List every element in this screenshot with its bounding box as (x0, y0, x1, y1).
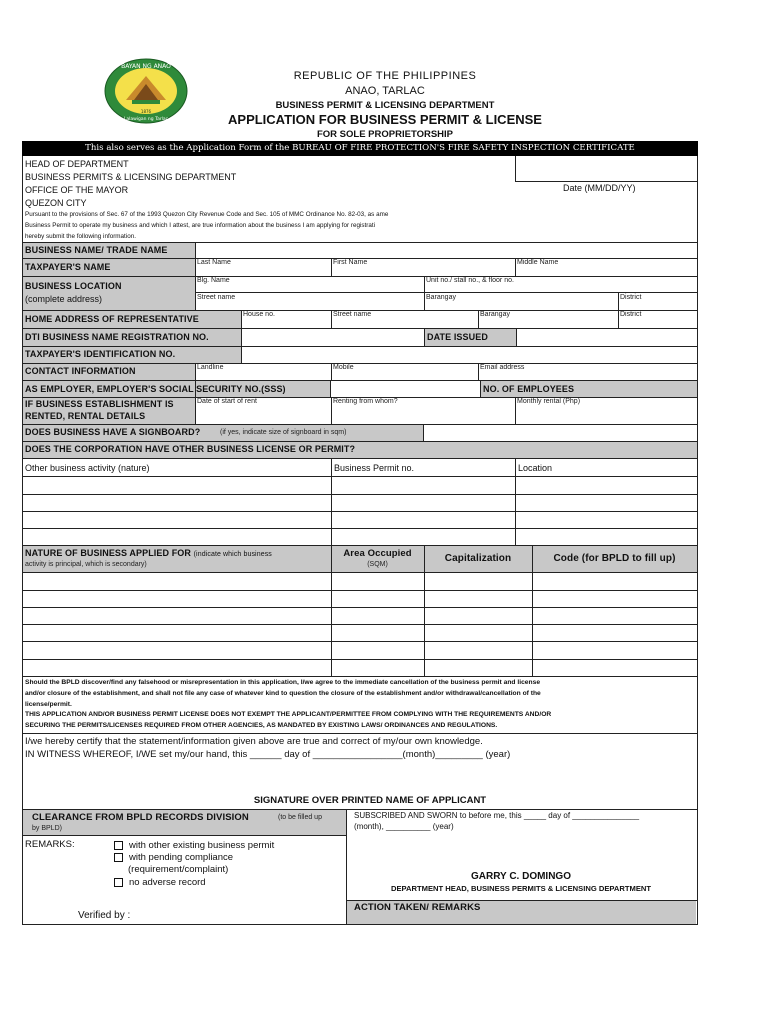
capitalization-header: Capitalization (444, 553, 512, 564)
declaration-line-5: SECURING THE PERMITS/LICENSES REQUIRED FROM OTHER AGENCIES, AS MANDATED BY EXISTING LAWS/ ORDINANCES AND REGULATIONS. (25, 722, 498, 730)
contact-label: CONTACT INFORMATION (25, 366, 136, 376)
blg-name-field[interactable]: Blg. Name (197, 277, 230, 284)
certification-line-1: I/we hereby certify that the statement/information given above are true and correct of my/our own knowledge. (25, 736, 483, 747)
business-name-input[interactable] (196, 243, 696, 257)
dti-input[interactable] (242, 329, 423, 345)
remark-option-existing-label: with other existing business permit (129, 840, 275, 851)
declaration-text (25, 678, 695, 732)
renting-from-field[interactable]: Renting from whom? (333, 398, 398, 405)
page-subtitle: FOR SOLE PROPRIETORSHIP (316, 129, 453, 140)
declaration-line-3: license/permit. (25, 700, 72, 708)
sworn-line-2: (month), __________ (year) (354, 822, 454, 831)
business-location-label: BUSINESS LOCATION (25, 281, 122, 291)
sss-input[interactable] (331, 381, 479, 396)
page-title: APPLICATION FOR BUSINESS PERMIT & LICENSE (228, 112, 542, 127)
nature-title-text: NATURE OF BUSINESS APPLIED FOR (25, 548, 192, 558)
remark-option-clear-label: no adverse record (129, 877, 206, 888)
dti-label: DTI BUSINESS NAME REGISTRATION NO. (25, 332, 209, 342)
street-name-field[interactable]: Street name (197, 294, 236, 301)
sss-label: AS EMPLOYER, EMPLOYER'S SOCIAL SECURITY NO.(SSS) (25, 384, 286, 394)
address-line-4: QUEZON CITY (25, 198, 87, 208)
action-taken-label: ACTION TAKEN/ REMARKS (354, 902, 481, 913)
sqm-header: (SQM) (367, 561, 388, 568)
checkbox-icon[interactable] (114, 878, 123, 887)
pursuant-line-2: Business Permit to operate my business and which I attest, are true information about the business I am applying for registrati (25, 222, 376, 229)
taxpayer-name-label: TAXPAYER'S NAME (25, 262, 111, 272)
address-line-2: BUSINESS PERMITS & LICENSING DEPARTMENT (25, 172, 237, 182)
remark-option-clear[interactable] (114, 877, 206, 888)
home-street-field[interactable]: Street name (333, 311, 372, 318)
mobile-field[interactable]: Mobile (333, 364, 354, 371)
home-address-label: HOME ADDRESS OF REPRESENTATIVE (25, 314, 199, 324)
remark-option-existing[interactable] (114, 840, 274, 851)
rented-label-1: IF BUSINESS ESTABLISHMENT IS (25, 399, 174, 409)
checkbox-icon[interactable] (114, 841, 123, 850)
unit-no-field[interactable]: Unit no./ stall no., & floor no. (426, 277, 514, 284)
checkbox-icon[interactable] (114, 853, 123, 862)
date-rent-field[interactable]: Date of start of rent (197, 398, 257, 405)
business-name-label: BUSINESS NAME/ TRADE NAME (25, 245, 168, 255)
home-barangay-field[interactable]: Barangay (480, 311, 510, 318)
seal-top-text: BAYAN NG ANAO (121, 63, 171, 70)
barangay-field[interactable]: Barangay (426, 294, 456, 301)
seal-bottom-text: Lalawigan ng Tarlac (123, 117, 169, 122)
nature-title (25, 548, 272, 558)
declaration-line-4: THIS APPLICATION AND/OR BUSINESS PERMIT LICENSE DOES NOT EXEMPT THE APPLICANT/PERMITTEE FROM COMPLYING WITH THE REQUIREMENTS AND/OR (25, 711, 552, 719)
district-field[interactable]: District (620, 294, 642, 301)
remark-option-pending-detail: (requirement/complaint) (128, 864, 229, 875)
fsic-banner (22, 141, 698, 156)
tin-input[interactable] (242, 347, 696, 362)
address-line-1: HEAD OF DEPARTMENT (25, 159, 129, 169)
sworn-line-1: SUBSCRIBED AND SWORN to before me, this _____ day of _______________ (354, 811, 640, 820)
code-header: Code (for BPLD to fill up) (553, 553, 676, 564)
first-name-field[interactable]: First Name (333, 259, 368, 266)
frame-bottom (22, 924, 698, 925)
date-issued-input[interactable] (517, 329, 696, 345)
seal-year: 1876 (140, 109, 152, 114)
pursuant-line-1: Pursuant to the provisions of Sec. 67 of the 1993 Quezon City Revenue Code and Sec. 105 of MMC Ordinance No. 82-03, as ame (25, 211, 389, 218)
clearance-note-2: by BPLD) (32, 825, 62, 832)
signboard-input[interactable] (424, 425, 696, 440)
remark-option-pending-label: with pending compliance (129, 852, 234, 863)
address-line-3: OFFICE OF THE MAYOR (25, 185, 129, 195)
pursuant-line-3: hereby submit the following information. (25, 233, 136, 240)
declaration-line-2: and/or closure of the establishment, and shall not file any case of whatever kind to question the closure of the establishment and/or withdrawal/cancellation of the (25, 689, 541, 697)
certification-line-2: IN WITNESS WHEREOF, I/WE set my/our hand, this ______ day of _________________(month)_________ (year) (25, 749, 511, 760)
tin-label: TAXPAYER'S IDENTIFICATION NO. (25, 349, 176, 359)
date-label: Date (MM/DD/YY) (563, 183, 636, 193)
area-header: Area Occupied (343, 548, 412, 559)
official-name: GARRY C. DOMINGO (470, 871, 571, 882)
other-activity-header: Other business activity (nature) (25, 463, 150, 473)
department-label: BUSINESS PERMIT & LICENSING DEPARTMENT (275, 100, 495, 111)
nature-note-2: activity is principal, which is secondary) (25, 561, 147, 568)
date-issued-label: DATE ISSUED (427, 332, 488, 342)
last-name-field[interactable]: Last Name (197, 259, 231, 266)
clearance-title: CLEARANCE FROM BPLD RECORDS DIVISION (32, 812, 249, 823)
date-divider (515, 181, 697, 182)
employees-label: NO. OF EMPLOYEES (483, 384, 575, 394)
location-header: Location (518, 463, 553, 473)
verified-by-label: Verified by : (78, 910, 131, 921)
house-no-field[interactable]: House no. (243, 311, 275, 318)
pursuant-text (25, 209, 517, 242)
middle-name-field[interactable]: Middle Name (517, 259, 559, 266)
date-box-left (515, 156, 516, 182)
landline-field[interactable]: Landline (197, 364, 224, 371)
other-license-label: DOES THE CORPORATION HAVE OTHER BUSINESS LICENSE OR PERMIT? (25, 444, 356, 454)
nature-note-1: (indicate which business (193, 551, 272, 558)
email-field[interactable]: Email address (480, 364, 525, 371)
signboard-label: DOES BUSINESS HAVE A SIGNBOARD? (25, 427, 201, 437)
home-district-field[interactable]: District (620, 311, 642, 318)
town-label: ANAO, TARLAC (345, 85, 425, 97)
remarks-label: REMARKS: (25, 839, 75, 850)
complete-address-label: (complete address) (25, 294, 103, 304)
monthly-rental-field[interactable]: Monthly rental (Php) (517, 398, 581, 405)
permit-no-header: Business Permit no. (334, 463, 415, 473)
rented-label-2: RENTED, RENTAL DETAILS (25, 411, 146, 421)
fsic-banner-text: This also serves as the Application Form of the BUREAU OF FIRE PROTECTION'S FIRE SAFETY INSPECTION CERTIFICATE (85, 143, 635, 153)
clearance-note: (to be filled up (278, 814, 322, 821)
signboard-note: (if yes, indicate size of signboard in sqm) (220, 429, 347, 436)
signature-label: SIGNATURE OVER PRINTED NAME OF APPLICANT (253, 795, 487, 806)
declaration-line-1: Should the BPLD discover/find any falsehood or misrepresentation in this application, I/we agree to the immediate cancellation of the business permit and license (25, 679, 541, 686)
republic-label: REPUBLIC OF THE PHILIPPINES (293, 70, 477, 82)
remark-option-pending[interactable] (114, 852, 233, 863)
official-title: DEPARTMENT HEAD, BUSINESS PERMITS & LICENSING DEPARTMENT (390, 884, 652, 893)
